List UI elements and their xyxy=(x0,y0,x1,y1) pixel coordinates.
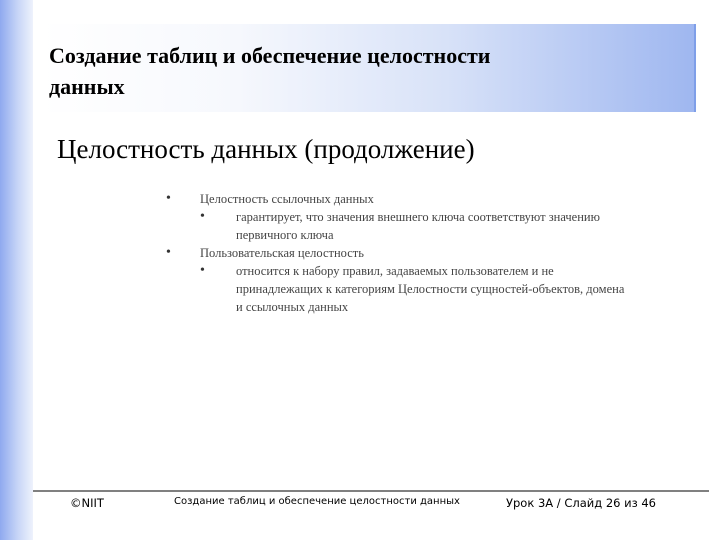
title-banner xyxy=(41,24,696,112)
footer-course-title: Создание таблиц и обеспечение целостности данных xyxy=(174,496,460,507)
sub-list-item xyxy=(160,262,680,316)
list-item xyxy=(160,244,680,262)
slide-title-line-2: данных xyxy=(49,74,125,99)
sub-list-item-line: относится к набору правил, задаваемых пользователем и не xyxy=(236,264,554,278)
sub-list-item-line: гарантирует, что значения внешнего ключа соответствуют значению xyxy=(236,210,600,224)
sub-list-item xyxy=(160,208,680,244)
slide-title-line-1: Создание таблиц и обеспечение целостности xyxy=(49,43,491,68)
footer-slide-number: Урок 3А / Слайд 26 из 46 xyxy=(506,496,656,510)
sub-list-item-line: и ссылочных данных xyxy=(236,300,349,314)
sub-list-item-line: первичного ключа xyxy=(236,228,334,242)
bullet-list xyxy=(160,190,680,316)
slide-title xyxy=(49,40,649,102)
footer-copyright: ©NIIT xyxy=(70,496,104,510)
list-item xyxy=(160,190,680,208)
footer-divider xyxy=(33,490,709,492)
left-decorative-bar xyxy=(0,0,33,540)
bullet-icon: • xyxy=(200,209,205,224)
sub-list-item-line: принадлежащих к категориям Целостности сущностей-объектов, домена xyxy=(236,282,625,296)
bullet-icon: • xyxy=(200,263,205,278)
section-heading: Целостность данных (продолжение) xyxy=(57,134,475,164)
bullet-icon: • xyxy=(166,191,171,206)
list-item-label: Пользовательская целостность xyxy=(200,246,364,260)
bullet-icon: • xyxy=(166,245,171,260)
list-item-label: Целостность ссылочных данных xyxy=(200,192,374,206)
